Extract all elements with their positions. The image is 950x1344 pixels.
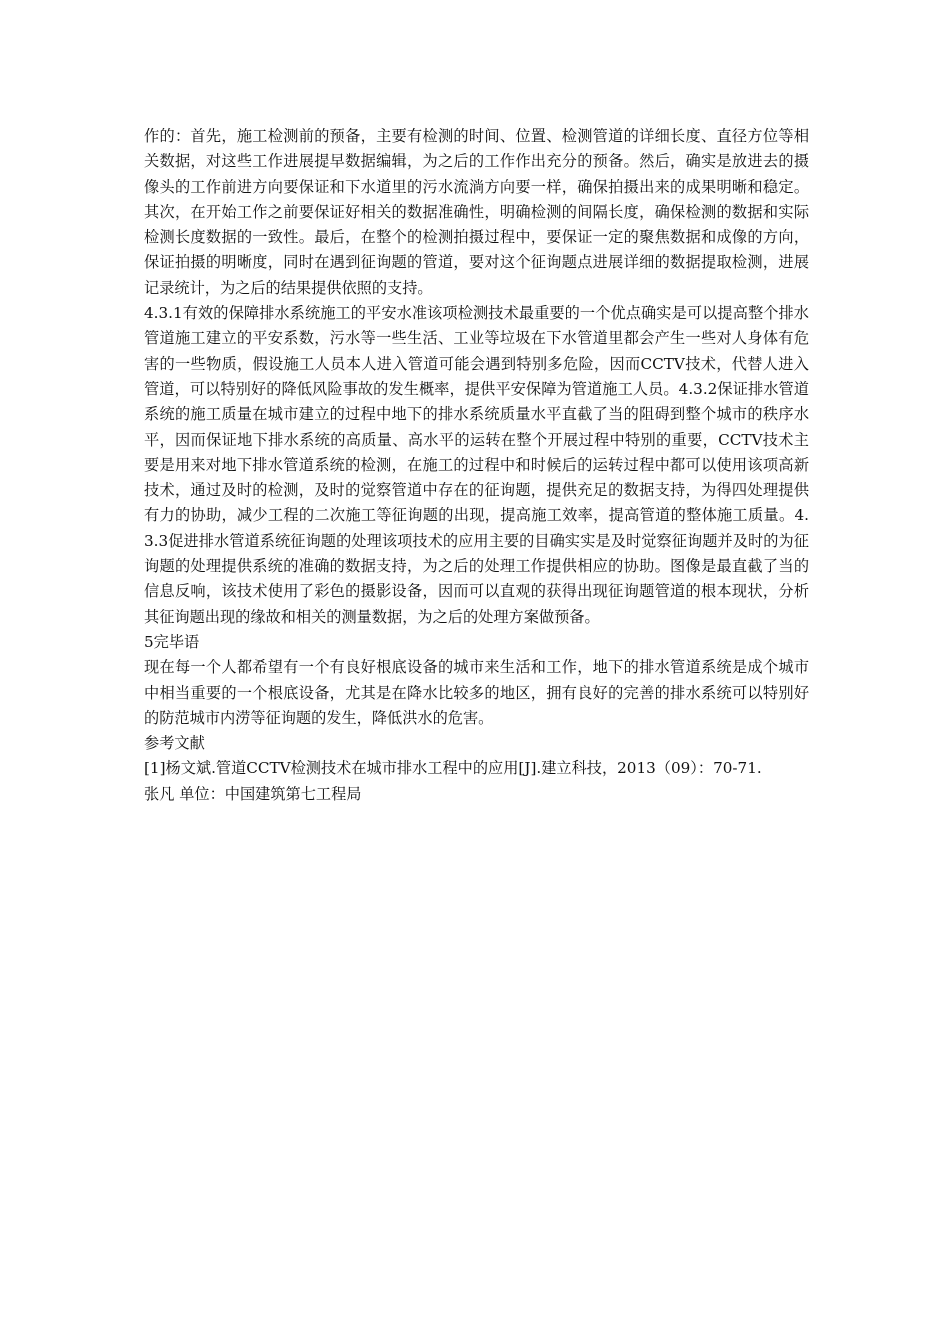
paragraph-intro: 作的：首先，施工检测前的预备，主要有检测的时间、位置、检测管道的详细长度、直径方位等相关数据，对这些工作进展提早数据编辑，为之后的工作作出充分的预备。然后，确实是放进去的摄像头的工作前进方向要保证和下水道里的污水流淌方向要一样，确保拍摄出来的成果明晰和稳定。其次，在开始工作之前要保证好相关的数据准确性，明确检测的间隔长度，确保检测的数据和实际检测长度数据的一致性。最后，在整个的检测拍摄过程中，要保证一定的聚焦数据和成像的方向，保证拍摄的明晰度，同时在遇到征询题的管道，要对这个征询题点进展详细的数据提取检测，进展记录统计，为之后的结果提供依照的支持。: [144, 127, 809, 297]
heading-section-5: 5完毕语: [144, 632, 200, 651]
heading-references: 参考文献: [144, 734, 205, 753]
paragraph-section-4-3: 4.3.1有效的保障排水系统施工的平安水准该项检测技术最重要的一个优点确实是可以提高整个排水管道施工建立的平安系数，污水等一些生活、工业等垃圾在下水管道里都会产生一些对人身体有危害的一些物质，假设施工人员本人进入管道可能会遇到特别多危险，因而CCTV技术，代替人进入管道，可以特别好的降低风险事故的发生概率，提供平安保障为管道施工人员。4.3.2保证排水管道系统的施工质量在城市建立的过程中地下的排水系统质量水平直截了当的阻碍到整个城市的秩序水平，因而保证地下排水系统的高质量、高水平的运转在整个开展过程中特别的重要，CCTV技术主要是用来对地下排水管道系统的检测，在施工的过程中和时候后的运转过程中都可以使用该项高新技术，通过及时的检测，及时的觉察管道中存在的征询题，提供充足的数据支持，为得四处理提供有力的协助，减少工程的二次施工等征询题的出现，提高施工效率，提高管道的整体施工质量。4.3.3促进排水管道系统征询题的处理该项技术的应用主要的目确实实是及时觉察征询题并及时的为征询题的处理提供系统的准确的数据支持，为之后的处理工作提供相应的协助。图像是最直截了当的信息反响，该技术使用了彩色的摄影设备，因而可以直观的获得出现征询题管道的根本现状，分析其征询题出现的缘故和相关的测量数据，为之后的处理方案做预备。: [144, 304, 809, 626]
reference-item: [1]杨文斌.管道CCTV检测技术在城市排水工程中的应用[J].建立科技，2013（09）：70-71.: [144, 759, 762, 778]
document-body: [144, 124, 809, 807]
paragraph-section-5: 现在每一个人都希望有一个有良好根底设备的城市来生活和工作，地下的排水管道系统是成个城市中相当重要的一个根底设备，尤其是在降水比较多的地区，拥有良好的完善的排水系统可以特别好的防范城市内涝等征询题的发生，降低洪水的危害。: [144, 658, 809, 727]
author-line: 张凡 单位：中国建筑第七工程局: [144, 784, 362, 803]
